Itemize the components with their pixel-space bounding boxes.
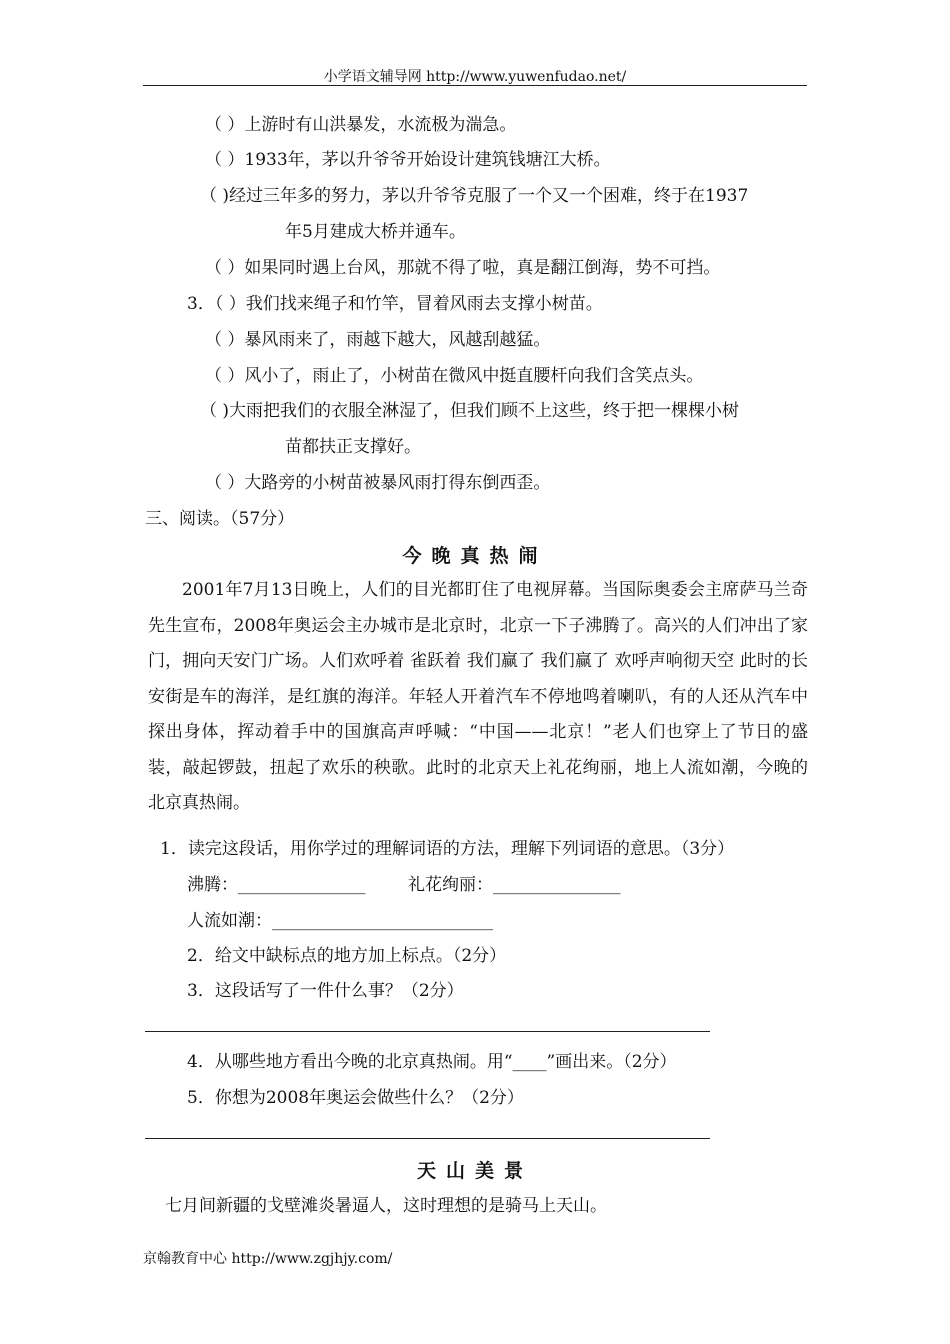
passage1-body: 2001年7月13日晚上，人们的目光都盯住了电视屏幕。当国际奥委会主席萨马兰奇先生宣布，2008年奥运会主办城市是北京时，北京一下子沸腾了。高兴的人们冲出了家门，拥向天安门广场。人们欢呼着 雀跃着 我们赢了 我们赢了 欢呼声响彻天空 此时的长安街是车的海洋，是红旗的海洋。年轻人开着汽车不停地鸣着喇叭，有的人还从汽车中探出身体，挥动着手中的国旗高声呼喊：“中国——北京！”老人们也穿上了节日的盛装，敲起锣鼓，扭起了欢乐的秧歌。此时的北京天上礼花绚丽，地上人流如潮，今晚的北京真热闹。 (148, 580, 808, 813)
question-4: 4．从哪些地方看出今晚的北京真热闹。用“____”画出来。（2分） (187, 1052, 677, 1072)
question-1-word-2: 礼花绚丽：_______________ (408, 875, 621, 895)
question-3: 3．这段话写了一件什么事？（2分） (187, 981, 464, 1001)
page-footer: 京翰教育中心 http://www.zgjhjy.com/ (143, 1251, 393, 1267)
passage2-title: 天山美景 (416, 1160, 533, 1182)
answer-line-5 (145, 1138, 710, 1139)
q3-item-2: （ ）暴风雨来了，雨越下越大，风越刮越猛。 (205, 330, 551, 350)
q2-item-3: （ )经过三年多的努力，茅以升爷爷克服了一个又一个困难，终于在1937 (200, 186, 749, 206)
q2-item-4: （ ）如果同时遇上台风，那就不得了啦，真是翻江倒海，势不可挡。 (205, 258, 721, 278)
header-rule (143, 85, 807, 86)
question-1: 1．读完这段话，用你学过的理解词语的方法，理解下列词语的意思。（3分） (160, 839, 735, 859)
q3-item-4: （ )大雨把我们的衣服全淋湿了，但我们顾不上这些，终于把一棵棵小树 (200, 401, 740, 421)
q2-item-1: （ ）上游时有山洪暴发，水流极为湍急。 (205, 115, 517, 135)
question-5: 5．你想为2008年奥运会做些什么？（2分） (187, 1088, 524, 1108)
q3-item-4-cont: 苗都扶正支撑好。 (285, 437, 421, 457)
passage1-title: 今晚真热闹 (402, 545, 548, 567)
passage2-first-line: 七月间新疆的戈壁滩炎暑逼人，这时理想的是骑马上天山。 (165, 1196, 607, 1216)
answer-line-3 (145, 1031, 710, 1032)
question-2: 2．给文中缺标点的地方加上标点。（2分） (187, 946, 507, 966)
question-1-word-3: 人流如潮：__________________________ (187, 911, 493, 931)
q2-item-3-cont: 年5月建成大桥并通车。 (285, 222, 466, 242)
page-header: 小学语文辅导网 http://www.yuwenfudao.net/ (323, 69, 627, 85)
q2-item-2: （ ）1933年，茅以升爷爷开始设计建筑钱塘江大桥。 (205, 150, 611, 170)
q3-item-5: （ ）大路旁的小树苗被暴风雨打得东倒西歪。 (205, 473, 551, 493)
q3-item-3: （ ）风小了，雨止了，小树苗在微风中挺直腰杆向我们含笑点头。 (205, 366, 704, 386)
q3-item-1: 3．（ ）我们找来绳子和竹竿，冒着风雨去支撑小树苗。 (187, 294, 603, 314)
question-1-word-1: 沸腾：_______________ (187, 875, 366, 895)
section-heading-reading: 三、阅读。（57分） (145, 509, 295, 529)
